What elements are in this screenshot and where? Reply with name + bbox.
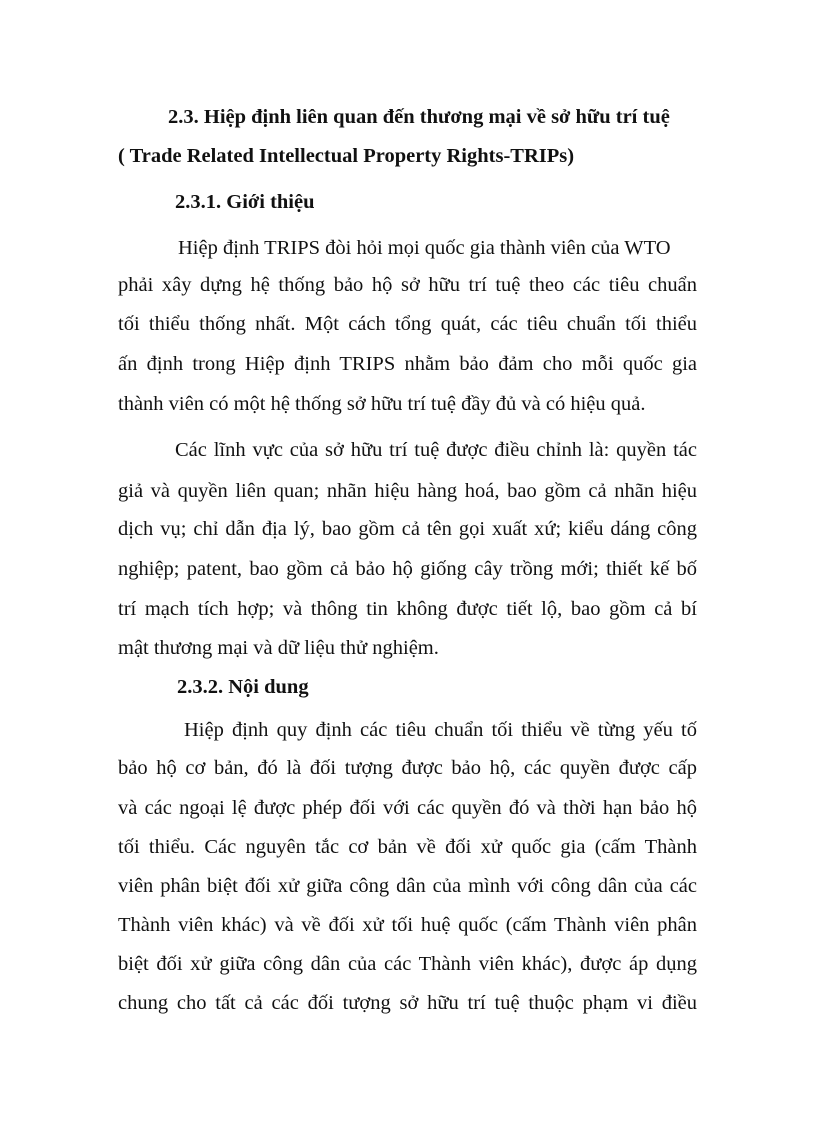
paragraph-line: trí mạch tích hợp; và thông tin không được tiết lộ, bao gồm cả bí	[118, 598, 697, 620]
paragraph-line: tối thiểu. Các nguyên tắc cơ bản về đối xử quốc gia (cấm Thành	[118, 836, 697, 858]
paragraph-line: tối thiểu thống nhất. Một cách tổng quát, các tiêu chuẩn tối thiểu	[118, 313, 697, 335]
section-heading-subtitle: ( Trade Related Intellectual Property Rights-TRIPs)	[118, 145, 575, 167]
paragraph-line: thành viên có một hệ thống sở hữu trí tuệ đầy đủ và có hiệu quả.	[118, 393, 646, 415]
paragraph-line: biệt đối xử giữa công dân của các Thành viên khác), được áp dụng	[118, 953, 697, 975]
paragraph-line: và các ngoại lệ được phép đối với các quyền đó và thời hạn bảo hộ	[118, 797, 697, 819]
paragraph-line: Hiệp định quy định các tiêu chuẩn tối thiểu về từng yếu tố	[184, 719, 697, 741]
paragraph-line: bảo hộ cơ bản, đó là đối tượng được bảo hộ, các quyền được cấp	[118, 757, 697, 779]
paragraph-line: Thành viên khác) và về đối xử tối huệ quốc (cấm Thành viên phân	[118, 914, 697, 936]
paragraph-line: chung cho tất cả các đối tượng sở hữu trí tuệ thuộc phạm vi điều	[118, 992, 697, 1014]
paragraph-line: phải xây dựng hệ thống bảo hộ sở hữu trí tuệ theo các tiêu chuẩn	[118, 274, 697, 296]
paragraph-line: ấn định trong Hiệp định TRIPS nhằm bảo đảm cho mỗi quốc gia	[118, 353, 697, 375]
section-heading: 2.3. Hiệp định liên quan đến thương mại về sở hữu trí tuệ	[168, 106, 670, 128]
paragraph-line: Các lĩnh vực của sở hữu trí tuệ được điều chỉnh là: quyền tác	[175, 439, 697, 461]
paragraph-line: viên phân biệt đối xử giữa công dân của mình với công dân của các	[118, 875, 697, 897]
paragraph-line: Hiệp định TRIPS đòi hỏi mọi quốc gia thành viên của WTO	[178, 237, 671, 259]
paragraph-line: mật thương mại và dữ liệu thử nghiệm.	[118, 637, 439, 659]
subsection-heading-intro: 2.3.1. Giới thiệu	[175, 191, 315, 213]
subsection-heading-content: 2.3.2. Nội dung	[177, 676, 309, 698]
paragraph-line: nghiệp; patent, bao gồm cả bảo hộ giống cây trồng mới; thiết kế bố	[118, 558, 697, 580]
paragraph-line: giả và quyền liên quan; nhãn hiệu hàng hoá, bao gồm cả nhãn hiệu	[118, 480, 697, 502]
paragraph-line: dịch vụ; chỉ dẫn địa lý, bao gồm cả tên gọi xuất xứ; kiểu dáng công	[118, 518, 697, 540]
